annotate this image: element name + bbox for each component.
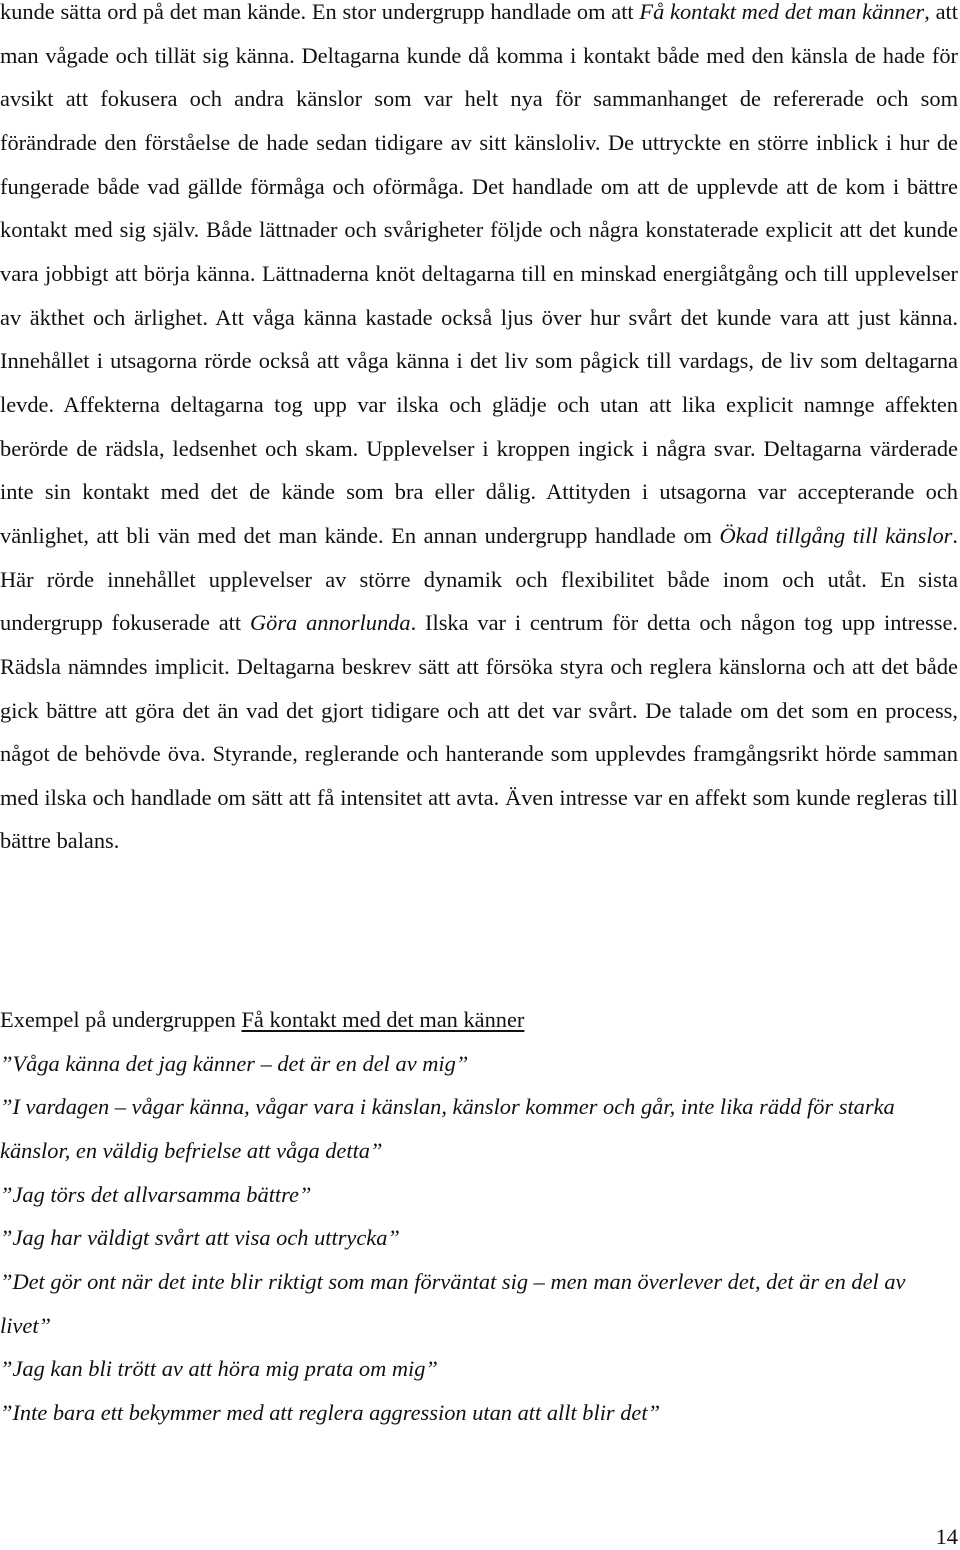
quote-item: ”Jag har väldigt svårt att visa och uttrycka” <box>0 1225 400 1251</box>
examples-heading <box>0 998 960 1042</box>
paragraph-text: , att man vågade och tillät sig känna. Deltagarna kunde då komma i kontakt både med den känsla de hade för avsikt att fokusera och andra känslor som var helt nya för sammanhanget de refererade och som förändrade den förståelse de hade sedan tidigare av sitt känsloliv. De uttryckte en större inblick i hur de fungerade både vad gällde förmåga och oförmåga. Det handlade om att de upplevde att de kom i bättre kontakt med sig själv. Både lättnader och svårigheter följde och några konstaterade explicit att det kunde vara jobbigt att börja känna. Lättnaderna knöt deltagarna till en minskad energiåtgång och till upplevelser av äkthet och ärlighet. Att våga känna kastade också ljus över hur svårt det kunde vara att just känna. Innehållet i utsagorna rörde också att våga känna i det liv som pågick till vardags, de liv som deltagarna levde. Affekterna deltagarna tog upp var ilska och glädje och utan att lika explicit namnge affekten berörde de rädsla, ledsenhet och skam. Upplevelser i kroppen ingick i några svar. Deltagarna värderade inte sin kontakt med det de kände som bra eller dålig. Attityden i utsagorna var accepterande och vänlighet, att bli vän med det man kände. En annan undergrupp handlade om <box>0 0 958 548</box>
subgroup-title-gora-annorlunda: Göra annorlunda <box>249 610 411 636</box>
page-number: 14 <box>935 1524 958 1549</box>
subgroup-title-okad-tillgang: Ökad tillgång till känslor <box>719 522 953 548</box>
quote-item: ”Det gör ont när det inte blir riktigt som man förväntat sig – men man överlever det, det är en del av livet” <box>0 1268 906 1338</box>
examples-section <box>0 998 960 1435</box>
subgroup-title-fa-kontakt: Få kontakt med det man känner <box>639 0 925 24</box>
quote-item: ”Våga känna det jag känner – det är en del av mig” <box>0 1050 469 1076</box>
examples-heading-prefix: Exempel på undergruppen <box>0 1007 242 1032</box>
paragraph-text: kunde sätta ord på det man kände. En stor undergrupp handlade om att <box>0 0 640 24</box>
quote-item: ”Jag törs det allvarsamma bättre” <box>0 1181 312 1207</box>
paragraph-text: . Ilska var i centrum för detta och någon tog upp intresse. Rädsla nämndes implicit. Deltagarna beskrev sätt att försöka styra och reglera känslorna och att det både gick bättre att göra det än vad det gjort tidigare och att det var svårt. De talade om det som en process, något de behövde öva. Styrande, reglerande och hanterande som upplevdes framgångsrikt hörde samman med ilska och handlade om sätt att få intensitet att avta. Även intresse var en affekt som kunde regleras till bättre balans. <box>0 610 958 854</box>
quote-item: ”I vardagen – vågar känna, vågar vara i känslan, känslor kommer och går, inte lika rädd för starka känslor, en väldig befrielse att våga detta” <box>0 1094 895 1163</box>
paragraph-text: . Här rörde innehållet upplevelser av större dynamik och flexibilitet både inom och utåt. En sista undergrupp fokuserade att <box>0 522 958 636</box>
quote-item: ”Inte bara ett bekymmer med att reglera aggression utan att allt blir det” <box>0 1399 661 1425</box>
quote-item: ”Jag kan bli trött av att höra mig prata om mig” <box>0 1356 438 1382</box>
examples-heading-subgroup: Få kontakt med det man känner <box>241 1007 525 1032</box>
